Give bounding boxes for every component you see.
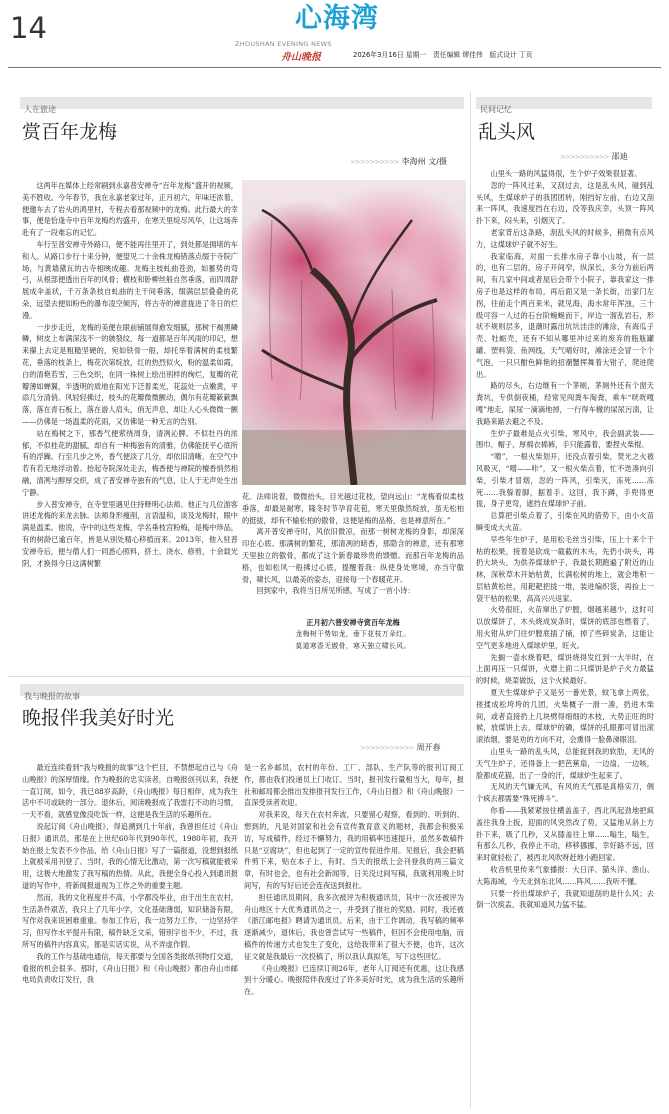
paragraph: 《舟山晚报》已连续订阅26年，老年人订阅还有优惠，这让我感到十分暖心。晚报陪伴我度过了许多美好时光，成为我生活的乐趣所在。	[244, 963, 464, 997]
paragraph: 夏天生煤球炉子又是另一番光景，蚊飞拿上两张，搓揉成松垮垮的几团，火柴概子一滑一凑，扔进木柴间，或者直接扔上几块劈得细细的木枝，大势正旺的时候，放煤饼上去，煤球炉的磷，煤饼的孔眼都可冒出滚滚浓烟，要是劝的方向不对，会熏得一脸鼻涕眼泪。	[476, 688, 654, 745]
header-rule	[8, 67, 661, 68]
divider-arrows: >>>>>>>>>>	[560, 153, 609, 161]
paragraph: 生炉子最难是点火引柴，寒风中，我会副武装——围巾、帽子、厚棉衣棉裤，手只能露着，要捏火柴棍。	[476, 428, 654, 450]
article-title: 晚报伴我美好时光	[22, 707, 175, 729]
column-divider	[470, 92, 471, 1108]
issue-line: 2026年3月16日 星期一 责任编辑 缪佳伟 版式设计 丁页	[353, 51, 533, 59]
plum-blossom-photo	[242, 180, 466, 485]
paragraph: 山里头一路的乱头风，总能捉到我的软肋，无风的天气生炉子，还得备上一把芭蕉扇，一边扇，一边咳，脸都成花猫，出了一身的汗，煤球炉生起来了。	[476, 747, 654, 780]
paragraph: “噌”，一根火柴划开，还没点着引柴，焚光之火被风吸灭，“噌——咔”，又一根火柴点着，忙不迭凑向引柴，引柴才冒烟，忽的一阵风，引柴灭，冻死……冻死……我躲着脚，据着手。这回，我下蹲，手兜得更拢，身子更弯，遮挡在煤球炉子前。	[476, 452, 654, 509]
paragraph: 是一名乡邮员，农村的年份、工厂、部队、生产队等的报刊订阅工作，都由我们投递员上门收订。当时，报刊发行量相当大，每年，报社和邮局都会推出发排报刊发行工作，《舟山日报》和《舟山晚报》一直深受读者欢迎。	[244, 763, 464, 808]
author-name: 周开春	[416, 743, 441, 752]
section-label: 人在旅途	[24, 105, 56, 114]
paragraph: 先搁一壶水烧着吧，煤饼烧得发红到一大半时，在上面再压一只煤饼，火磨上面二只煤饼是炉子火力最猛的时候，烧菜做饭，这个火候最好。	[476, 652, 654, 686]
newspaper-logo: 舟山晚报	[281, 52, 321, 63]
paragraph: 只要一拎出煤球炉子，我就知道刮的是什么风；去倒一次痰盂，我就知道风力猛不猛。	[476, 888, 654, 910]
section-bar-story	[20, 684, 464, 701]
section-bar-memory	[476, 97, 652, 114]
paragraph: 老家背后这条路，刮乱头风的时候多，稍微有点风力，这煤球炉子就不好生。	[476, 227, 654, 249]
section-divider	[8, 676, 470, 677]
article-byline	[350, 156, 447, 167]
paragraph: 站在梅树之下，那香气便萦绕周身，清冽沁脾。不似牡丹的浓郁，不似桂花的甜腻，却自有一种梅独有的清雅，仿佛能抚平心底所有的浮躁。行至几步之外，香气便淡了几分，却依旧清晰，在空气中若有若无地浮动着。抬起寺院深处走去，梅香便与禅院的檀香悄然相融，清冽与醇厚交织，成了普安禅寺独有的气息，让人于无声处生出宁静。	[22, 428, 238, 497]
article-body	[476, 168, 654, 911]
article-byline	[560, 151, 628, 162]
masthead: 心海湾	[295, 3, 379, 34]
paragraph: 步入普安禅寺，在寺堂里遇见住持释明心法师。他正与几位游客讲述龙梅的来龙去脉。法师身形瘦削，言语温和，谈及龙梅时，眼中满是温柔。他说，寺中的这些龙梅，学名垂枝宫粉梅，是梅中珍品，有的树龄已逾百年，皆是从别处精心移植而来。2013年，他入驻普安禅寺后，便与僧人们一同悉心照料，挤土、浇水、修剪，十余载光阴，才换得今日这满树繁	[22, 499, 238, 568]
paragraph: 我家临海，对面一长排水房子靠小山坡，有一层的，也有二层的，房子开间窄，纵深长，多分为前后两间，有几家中间或者屋后会带个小院子，靠我家这一排房子也是这样的布局，再后面又是一条长街，出家门左拐，往前走个两百来米，就见海，海水常年浑浊，三十级可容一人过的石台阶蜿蜒而下，岸边一溜乱岩石，形状不规则层多，退潮时露出坑坑洼洼的滩涂，有海瓜子壳、牡蛎壳，还有不知从哪里冲过来的废弃的瓶瓶罐罐、塑料袋、鱼网线，天气晴好时，滩涂还会冒一个个气泡，一只只酣色鲜艳的招潮蟹挥舞着大钳子，爬进爬出。	[476, 251, 654, 379]
section-label: 民间记忆	[480, 105, 512, 114]
page-number: 14	[10, 11, 47, 45]
poem	[242, 617, 464, 652]
paragraph: 忽的一阵风过来，又刮过去，这是乱头风，碰到乱头风，生煤球炉子的我团团转，刚挡好左前，右边又刮来一阵风，我速度挡在右边，没等我庆幸，头顶一阵风扑下来，闷头来，引烟灭了。	[476, 180, 654, 226]
article-body-col1	[22, 180, 238, 569]
author-name: 李海州 文/摄	[401, 157, 447, 166]
paragraph: 回到家中，我将当日所见所感，写成了一首小诗：	[256, 586, 415, 596]
paragraph: 一步步走近，龙梅的美便在眼前铺展得愈发细腻，那树干褐黑鳞鳞，树皮上布满深浅不一的皴裂纹，每一道都是百年风雨的印记，想来攥上去定是粗糙坚硬的，宛如铁骨一般，却托举着满树的柔枝繁花，垂落的枝条上，梅花次第绽放，红的热烈似火，粉的温柔如霞，白的清艳若雪，三色交织，在同一株树上绘出别样的绚烂，复瓣的花瓣薄如蝉翼，半透明的质地在阳光下泛着柔光，花蕊处一点嫩黄，平添几分清俏。风轻轻拂过，枝头的花瓣微微颤动，偶尔有花瓣簌簌飘落，落在青石板上，落在游人肩头，俏无声息，却让人心头微微一颤——仿佛是一场温柔的花雨，又仿佛是一种无言的告别。	[22, 322, 238, 426]
poem-line: 龙梅树干势如龙，垂下花枝万朵红。	[295, 629, 411, 638]
article-title: 乱头风	[478, 121, 536, 143]
poem-line: 莫道寒香无傲骨，寒天独立啸长风。	[295, 641, 411, 650]
paragraph: 这两年在媒体上经常刷到永嘉普安禅寺“百年龙梅”盛开的视频，美不胜收。今年春节，我在永嘉老家过年，正月初六，年味还浓着，便邀车去了岩头的鸿里村，专程去看那视频中的龙梅。此行最大的幸事，便是恰逢寺中百年龙梅灼灼盛开，在寒天里绽尽风华，让这场奔赴有了一段难忘的记忆。	[22, 181, 238, 238]
masthead-english: ZHOUSHAN EVENING NEWS	[235, 40, 332, 48]
divider-arrows: >>>>>>>>>>>	[360, 744, 414, 752]
author-name: 邵迪	[611, 152, 628, 161]
paragraph: 最近连续看到“我与晚报的故事”这个栏目，不禁想起自己与《舟山晚报》的深厚情缘。作为晚报的忠实读者，自晚报创刊以来，我便一直订阅，如今，我已88岁高龄，《舟山晚报》每日相伴，成为我生活中不可或缺的一部分。退休后，阅读晚报成了我雷打不动的习惯，一天不看，就感觉像没吃饭一样，这便是我生活的乐趣所在。	[22, 763, 238, 820]
paragraph: 对我来说，每天在农村奔波，只要留心观察，看到的、听到的、想到的，凡是对国家和社会有宣传教育意义的题材，我都会积极采访，写成稿件，经过不懈努力，我的用稿率迅速提升，虽然多数稿件只是“豆腐块”，但也起到了一定的宣传促进作用。见报后，我会把稿件剪下来，贴在本子上，有时，当天的报纸上会刊登我的两三篇文章，有时也会，也有社会新闻等，日关没过间写稿，我就利用晚上时间写，有的写好后还会连夜送到报社。	[244, 810, 464, 890]
plum-tree-illustration	[242, 180, 466, 485]
paragraph: 早些年生炉子，是用松毛丝当引柴，压上十来个干枯的松果，接着是砍成一截截的木头，先扔小块头，再扔大块头，为供养煤球炉子，我最长期跑遍了附近的山林，深秋草木开始枯黄，长满松树的地上，就会堆积一层枯黄松丝，用耙耙把拢一堆，装进编织袋，再捡上一袋干枯的松果，高高兴兴返家。	[476, 534, 654, 603]
paragraph: 无风的天气嫌无风，有风的天气那是真格实刀，侧个疯去都需要“殊死搏斗”。	[476, 782, 654, 804]
section-bar-travel	[20, 97, 464, 114]
article-body-col1	[22, 762, 238, 986]
paragraph: 担任通讯员期间，我多次被评为积极通讯员，其中一次还被评为舟山地区十大优秀通讯员之一，并受到了报社的奖励。同时，我还被《浙江邮电报》聘请为通讯员。后来，由于工作调动，我写稿的频率逐渐减少，退休后，我也曾尝试写一些稿件，但因不会使用电脑，而稿件的传递方式也发生了变化，这给我带来了很大不便，也许，这次征文就是我最后一次投稿了，所以我认真拟笔，写下这些回忆。	[244, 892, 464, 961]
poem-title: 正月初六普安禅寺赏百年龙梅	[306, 618, 400, 627]
paragraph: 离开普安禅寺时，风依旧微凉，而那一树树龙梅的身影，却深深印在心底。那满树的繁花，那清冽的暗香，那隐含的禅意，还有那寒天里独立的傲骨，都成了这个新春最珍贵的馈赠。而那百年龙梅的品格，也如松风一般拂过心底，提醒着我：纵使身处寒境，亦当守傲骨，啸长风，以最美的姿态，迎接每一个春暖花开。	[242, 527, 464, 584]
paragraph: 然而，我的文化程度并不高，小学都没毕业，由于出生在农村，生活条件艰苦，我只上了几年小学，文化基础薄弱，知识储备有限，写作对我来说困难重重。参加工作后，我一边努力工作，一边坚持学习，但写作水平提升有限，稿件缺乏文采，错别字也不少，不过，我所写的稿件内容真实，都是实话实说，从不弄虚作假。	[22, 892, 238, 949]
paragraph: 车行至普安禅寺外路口，便不能再往里开了，到处都是拥堵的车和人。从路口步行十来分钟，便望见二十余株龙梅错落点缀于寺院广场，与黄墙黛瓦的古寺相映成趣。龙梅主枝虬曲苍劲，如蓄势的弯弓，从根部便透出百年的风骨；横枝和卧柳丝般自然垂落，而四周舒展成伞盖状，千万条条枝自虬曲的主干间垂落，缀满层层叠叠的花朵，远望去便如粉色的瀑布凌空倾泻，将古寺的禅意拢进了冬日的烂漫。	[22, 239, 238, 320]
paragraph: 我的工作与基础电通信，每天都要与全国各类报纸刊物打交道，看报的机会很多。那时，《舟山日报》和《舟山晚报》都由舟山市邮电局负责收订发行，我	[22, 951, 238, 985]
article-byline	[360, 742, 441, 753]
paragraph: 你看——我紧紧按住横盖盖子，西北风起劲地把疯盖往我身上扳，迎面的风突然改了势，又猛地从斜上方扑下来，吸了几秒，又从膝盖往上窜……嗡生，嗡生，有那么几秒，我停止不动，移移挪挪，幸好路不远，回来时就轻松了，被西北风吹呀赶地小跑回家。	[476, 806, 654, 863]
paragraph: 说起订阅《舟山晚报》，得追溯到几十年前，我曾担任过《舟山日报》通讯员，那是在上世纪60年代到90年代，1980年初，我开始在报上发表不少作品，给《舟山日报》写了一篇报道，没想到报纸上就被采用刊登了。当时，我的心情无比激动，第一次写稿就能被采用，这极大地激发了我写稿的热情。从此，我便全身心投入到通讯报道的写作中，将新闻报道视为工作之外的重要主题。	[22, 821, 238, 890]
article-body-col2	[244, 762, 464, 998]
section-label: 我与晚报的故事	[24, 692, 80, 701]
paragraph: 火势很旺，火苗窜出了炉膛，烟越来越少，这时可以放煤饼了，木头烧成炭条时，煤饼的底部也燃着了，用火钳从炉门往炉膛底插了捅，掉了些碎炭条，这能让空气更多地进入煤球炉里，旺火。	[476, 605, 654, 650]
paragraph: 花。法师说着，微微抬头，目光越过花枝，望向远山：“龙梅看似柔枝垂落，却最是耐寒，隆冬时节孕育花苞，寒天里傲然绽放，虽无松柏的挺拔，却有不输松柏的傲骨，这便是梅的品格，也是禅意所在。”	[242, 492, 464, 525]
article-body-col2	[242, 491, 464, 597]
divider-arrows: >>>>>>>>>>	[350, 158, 399, 166]
paragraph: 总算把引柴点着了，引柴在风的借势下，由小火苗瞬变成大火苗。	[476, 511, 654, 532]
paragraph: 山里头一路的风猛得很，生个炉子效果很显著。	[490, 169, 642, 178]
paragraph: 路的尽头，右边继有一个茅厕，茅厕外还有个窗天粪坑，专供倒夜桶，经常见闯粪车淘粪，乘车“咣咣嘎嘎”地走，屎尿一滴滴地掉，一行得车辙的屎尿污渍，让我路来踮去避之不及。	[476, 381, 654, 426]
paragraph: 收音机里传来气象播报：大日洋、猫头洋、渔山、大陈海域，今天北到东北风……阵风……我听不懂。	[476, 865, 654, 886]
article-title: 赏百年龙梅	[22, 121, 118, 143]
